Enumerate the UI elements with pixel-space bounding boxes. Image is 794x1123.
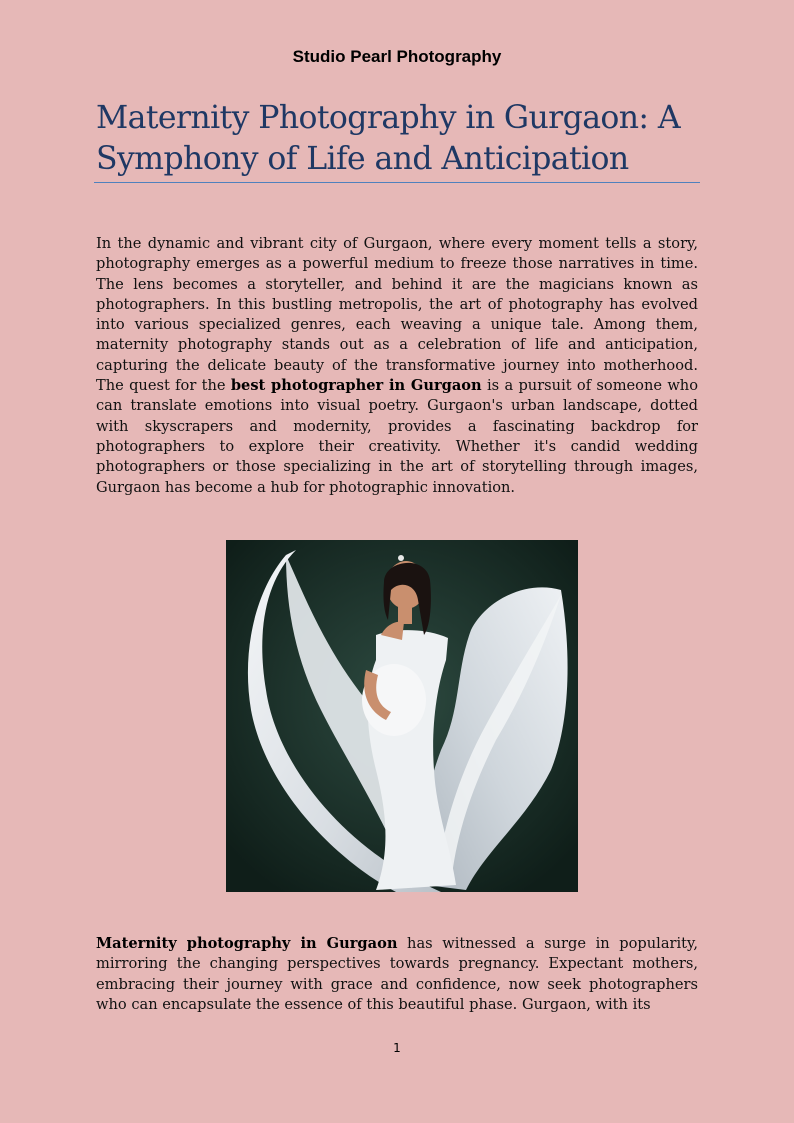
intro-bold-phrase: best photographer in Gurgaon	[230, 377, 482, 395]
intro-text-start: In the dynamic and vibrant city of Gurgaon, where every moment tells a story, photography emerges as a powerful medium to freeze those narratives in time. The lens becomes a storyteller, and behind it are the magicians known as photographers. In this bustling metropolis, the art of photography has evolved into various specialized genres, each weaving a unique tale. Among them, maternity photography stands out as a celebration of life and anticipation, capturing the delicate beauty of the transformative journey into motherhood. The quest for the	[96, 235, 698, 395]
intro-paragraph	[96, 234, 698, 498]
page-title: Maternity Photography in Gurgaon: A Symphony of Life and Anticipation	[96, 100, 681, 177]
page-number: 1	[393, 1041, 401, 1055]
title-underline	[94, 182, 700, 183]
document-header: Studio Pearl Photography	[292, 47, 502, 66]
maternity-text: has witnessed a surge in popularity, mirroring the changing perspectives towards pregnancy. Expectant mothers, embracing their journey with grace and confidence, now seek photographers who can encapsulate the essence of this beautiful phase. Gurgaon, with its	[96, 935, 698, 1013]
maternity-bold-phrase: Maternity photography in Gurgaon	[96, 935, 398, 952]
maternity-paragraph	[96, 934, 698, 1015]
maternity-photo	[226, 540, 578, 892]
intro-text-end: is a pursuit of someone who can translate emotions into visual poetry. Gurgaon's urban landscape, dotted with skyscrapers and modernity, provides a fascinating backdrop for photographers to explore their creativity. Whether it's candid wedding photographers or those specializing in the art of storytelling through images, Gurgaon has become a hub for photographic innovation.	[96, 377, 698, 496]
